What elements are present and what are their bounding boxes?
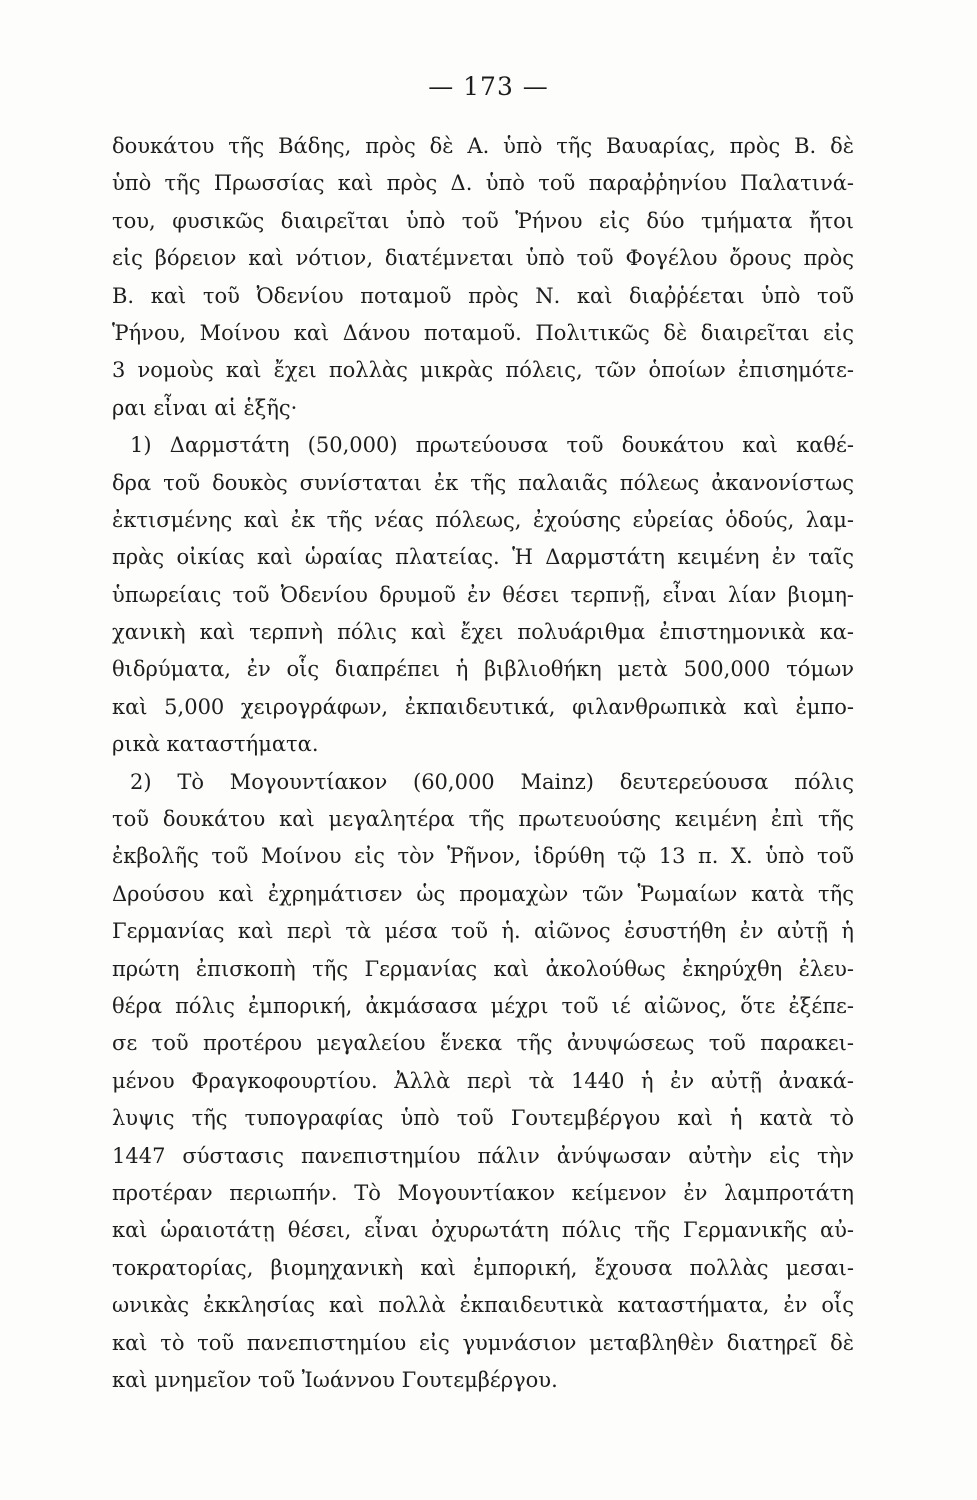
text-line: πρώτη ἐπισκοπὴ τῆς Γερμανίας καὶ ἀκολούθως ἐκηρύχθη ἐλευ- xyxy=(112,956,854,981)
text-line: δουκάτου τῆς Βάδης, πρὸς δὲ Α. ὑπὸ τῆς Βαυαρίας, πρὸς Β. δὲ xyxy=(112,134,854,158)
text-line: εἰς βόρειον καὶ νότιον, διατέμνεται ὑπὸ τοῦ Φογέλου ὄρους πρὸς xyxy=(112,246,854,271)
text-line: Γερμανίας καὶ περὶ τὰ μέσα τοῦ ἡ. αἰῶνος ἐσυστήθη ἐν αὐτῇ ἡ xyxy=(112,919,854,944)
text-line: Δρούσου καὶ ἐχρημάτισεν ὡς προμαχὼν τῶν Ῥωμαίων κατὰ τῆς xyxy=(112,881,854,906)
text-line: του, φυσικῶς διαιρεῖται ὑπὸ τοῦ Ῥήνου εἰς δύο τμήματα ἤτοι xyxy=(112,208,854,233)
text-line: θέρα πόλις ἐμπορική, ἀκμάσασα μέχρι τοῦ ιέ αἰῶνος, ὅτε ἐξέπε- xyxy=(112,993,854,1018)
text-line: ἐκτισμένης καὶ ἐκ τῆς νέας πόλεως, ἐχούσης εὐρείας ὁδούς, λαμ- xyxy=(112,507,854,532)
text-line: ραι εἶναι αἱ ἑξῆς· xyxy=(112,395,298,420)
text-line: 1) Δαρμστάτη (50,000) πρωτεύουσα τοῦ δουκάτου καὶ καθέ- xyxy=(130,433,854,458)
page-number: — 173 — xyxy=(428,72,549,101)
text-line: ρικὰ καταστήματα. xyxy=(112,732,319,757)
text-line: 2) Τὸ Μογουντίακον (60,000 Mainz) δευτερεύουσα πόλις xyxy=(130,769,854,794)
text-line: 3 νομοὺς καὶ ἔχει πολλὰς μικρὰς πόλεις, τῶν ὁποίων ἐπισημότε- xyxy=(112,358,854,383)
text-line: καὶ ὡραιοτάτῃ θέσει, εἶναι ὀχυρωτάτη πόλις τῆς Γερμανικῆς αὐ- xyxy=(112,1218,854,1243)
text-line: καὶ τὸ τοῦ πανεπιστημίου εἰς γυμνάσιον μεταβληθὲν διατηρεῖ δὲ xyxy=(112,1330,854,1355)
text-line: καὶ 5,000 χειρογράφων, ἐκπαιδευτικά, φιλανθρωπικὰ καὶ ἐμπο- xyxy=(112,694,854,719)
text-line: λυψις τῆς τυπογραφίας ὑπὸ τοῦ Γουτεμβέργου καὶ ἡ κατὰ τὸ xyxy=(112,1106,854,1131)
text-line: χανικὴ καὶ τερπνὴ πόλις καὶ ἔχει πολυάριθμα ἐπιστημονικὰ κα- xyxy=(112,620,854,645)
text-line: μένου Φραγκοφουρτίου. Ἀλλὰ περὶ τὰ 1440 ἡ ἐν αὐτῇ ἀνακά- xyxy=(112,1068,854,1093)
text-line: τοῦ δουκάτου καὶ μεγαλητέρα τῆς πρωτευούσης κειμένη ἐπὶ τῆς xyxy=(112,807,854,832)
text-line: καὶ μνημεῖον τοῦ Ἰωάννου Γουτεμβέργου. xyxy=(112,1367,558,1392)
text-line: ὑπὸ τῆς Πρωσσίας καὶ πρὸς Δ. ὑπὸ τοῦ παραῤῥηνίου Παλατινά- xyxy=(112,171,854,196)
body-text xyxy=(112,128,854,1399)
text-line: δρα τοῦ δουκὸς συνίσταται ἐκ τῆς παλαιᾶς πόλεως ἀκανονίστως xyxy=(112,470,854,495)
text-line: πρὰς οἰκίας καὶ ὡραίας πλατείας. Ἡ Δαρμστάτη κειμένη ἐν ταῖς xyxy=(112,545,854,570)
text-line: προτέραν περιωπήν. Τὸ Μογουντίακον κείμενον ἐν λαμπροτάτη xyxy=(112,1180,854,1205)
text-line: τοκρατορίας, βιομηχανικὴ καὶ ἐμπορική, ἔχουσα πολλὰς μεσαι- xyxy=(112,1255,854,1280)
text-line: θιδρύματα, ἐν οἷς διαπρέπει ἡ βιβλιοθήκη μετὰ 500,000 τόμων xyxy=(112,657,854,682)
text-line: ἐκβολῆς τοῦ Μοίνου εἰς τὸν Ῥῆνον, ἱδρύθη τῷ 13 π. Χ. ὑπὸ τοῦ xyxy=(112,844,854,869)
text-line: σε τοῦ προτέρου μεγαλείου ἕνεκα τῆς ἀνυψώσεως τοῦ παρακει- xyxy=(112,1031,854,1056)
text-line: ὑπωρείαις τοῦ Ὀδενίου δρυμοῦ ἐν θέσει τερπνῇ, εἶναι λίαν βιομη- xyxy=(112,582,854,607)
text-line: Β. καὶ τοῦ Ὀδενίου ποταμοῦ πρὸς Ν. καὶ διαῤῥέεται ὑπὸ τοῦ xyxy=(112,283,854,308)
text-line: ωνικὰς ἐκκλησίας καὶ πολλὰ ἐκπαιδευτικὰ καταστήματα, ἐν οἷς xyxy=(112,1293,854,1318)
text-line: 1447 σύστασις πανεπιστημίου πάλιν ἀνύψωσαν αὐτὴν εἰς τὴν xyxy=(112,1143,854,1168)
text-line: Ῥήνου, Μοίνου καὶ Δάνου ποταμοῦ. Πολιτικῶς δὲ διαιρεῖται εἰς xyxy=(112,320,854,345)
